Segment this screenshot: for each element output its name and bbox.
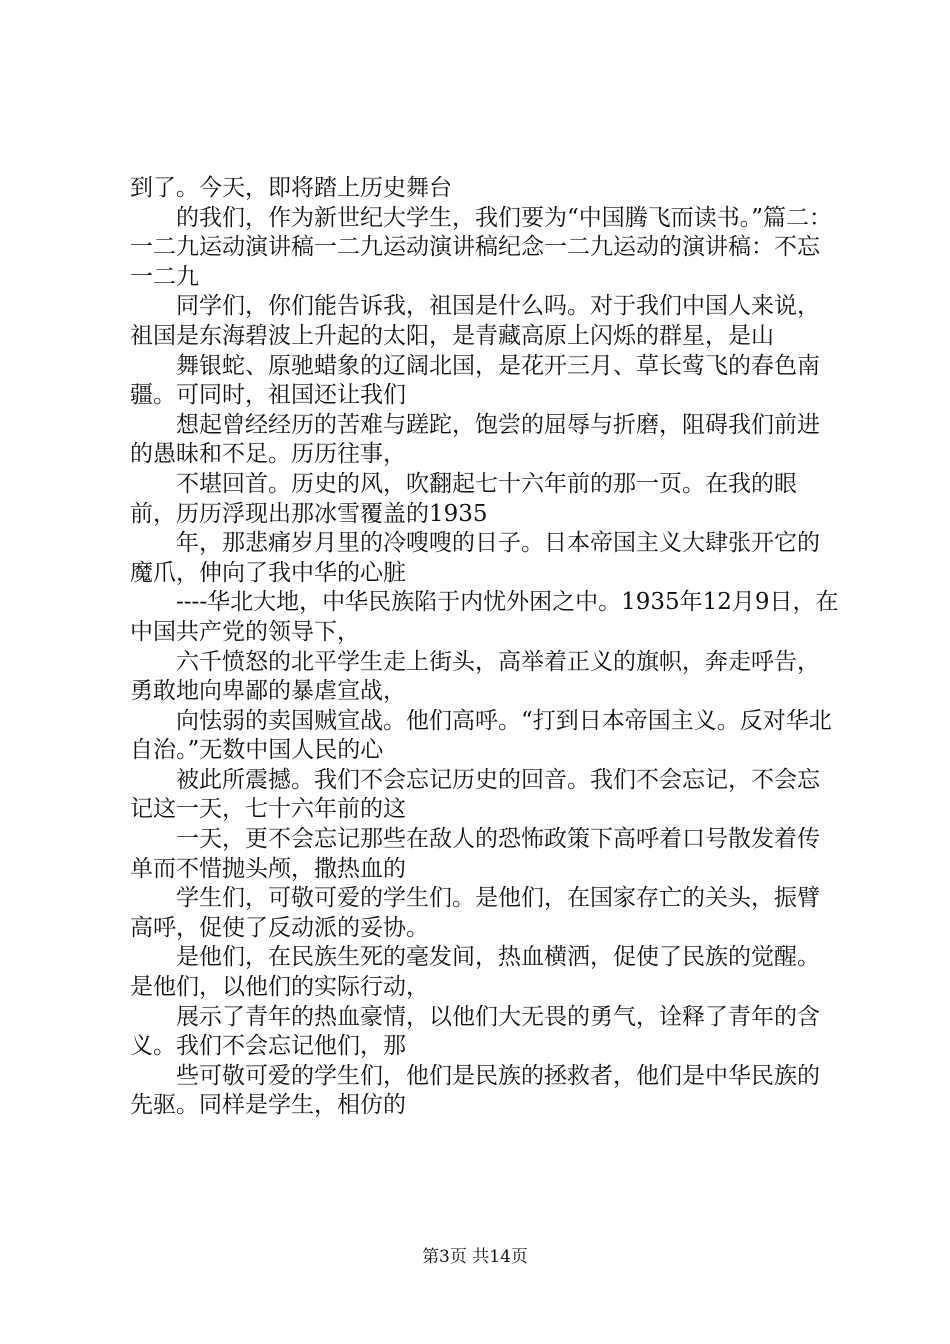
paragraph-4: 舞银蛇、原驰蜡象的辽阔北国，是花开三月、草长莺飞的春色南疆。可同时，祖国还让我们 bbox=[130, 352, 820, 409]
paragraph-9: 六千愤怒的北平学生走上街头，高举着正义的旗帜，奔走呼告，勇敢地向卑鄙的暴虐宣战， bbox=[130, 648, 820, 705]
paragraph-8: ----华北大地，中华民族陷于内忧外困之中。1935年12月9日，在中国共产党的领导下， bbox=[130, 589, 839, 645]
paragraph-2: 的我们，作为新世纪大学生，我们要为“中国腾飞而读书。”篇二：一二九运动演讲稿一二九运动演讲稿纪念一二九运动的演讲稿：不忘一二九 bbox=[130, 204, 833, 290]
paragraph-3: 同学们，你们能告诉我，祖国是什么吗。对于我们中国人来说，祖国是东海碧波上升起的太阳，是青藏高原上闪烁的群星，是山 bbox=[130, 293, 820, 349]
paragraph-10: 向怯弱的卖国贼宣战。他们高呼。“打到日本帝国主义。反对华北自治。”无数中国人民的心 bbox=[130, 707, 832, 764]
paragraph-1: 到了。今天，即将踏上历史舞台 bbox=[130, 175, 452, 201]
paragraph-11: 被此所震撼。我们不会忘记历史的回音。我们不会忘记，不会忘记这一天，七十六年前的这 bbox=[130, 766, 820, 823]
paragraph-6: 不堪回首。历史的风，吹翻起七十六年前的那一页。在我的眼前，历历浮现出那冰雪覆盖的1935 bbox=[130, 470, 797, 527]
paragraph-14: 是他们，在民族生死的毫发间，热血横洒，促使了民族的觉醒。是他们，以他们的实际行动， bbox=[130, 944, 820, 1001]
paragraph-13: 学生们，可敬可爱的学生们。是他们，在国家存亡的关头，振臂高呼，促使了反动派的妥协。 bbox=[130, 885, 820, 941]
paragraph-7: 年，那悲痛岁月里的冷嗖嗖的日子。日本帝国主义大肆张开它的魔爪，伸向了我中华的心脏 bbox=[130, 530, 820, 586]
page-number-footer: 第3页 共14页 bbox=[422, 1247, 528, 1267]
paragraph-16: 些可敬可爱的学生们，他们是民族的拯救者，他们是中华民族的先驱。同样是学生，相仿的 bbox=[130, 1062, 820, 1119]
document-body bbox=[130, 174, 840, 1121]
paragraph-12: 一天，更不会忘记那些在敌人的恐怖政策下高呼着口号散发着传单而不惜抛头颅，撒热血的 bbox=[130, 826, 820, 882]
paragraph-15: 展示了青年的热血豪情，以他们大无畏的勇气，诠释了青年的含义。我们不会忘记他们，那 bbox=[130, 1003, 820, 1060]
paragraph-5: 想起曾经经历的苦难与蹉跎，饱尝的屈辱与折磨，阻碍我们前进的愚昧和不足。历历往事， bbox=[130, 411, 820, 468]
